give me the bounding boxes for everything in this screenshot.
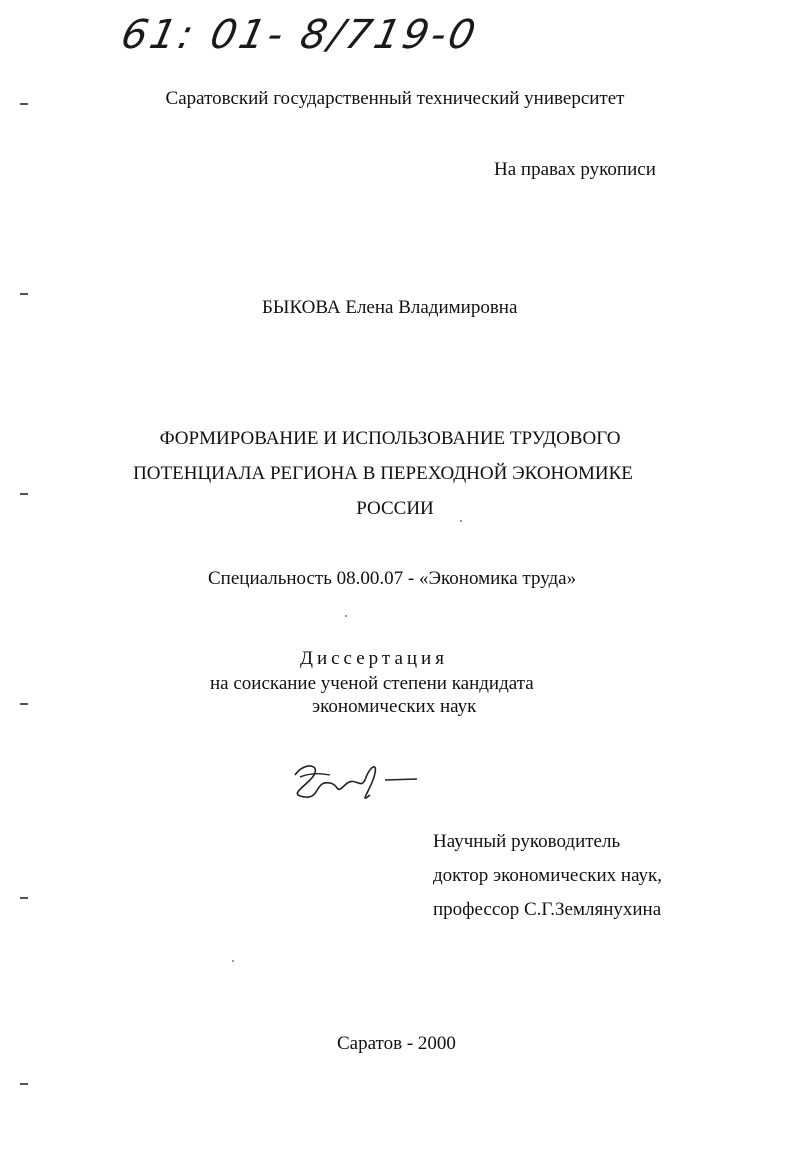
scan-speck <box>345 615 347 617</box>
specialty: Специальность 08.00.07 - «Экономика труда» <box>208 568 577 589</box>
handwritten-catalog-code: 61: 01- 8/719-0 <box>117 12 483 58</box>
scan-mark <box>20 703 28 705</box>
author-name: БЫКОВА Елена Владимировна <box>262 297 518 318</box>
title-line-1: ФОРМИРОВАНИЕ И ИСПОЛЬЗОВАНИЕ ТРУДОВОГО <box>159 428 621 449</box>
scan-mark <box>20 103 28 105</box>
scan-speck <box>232 960 234 962</box>
advisor-name: профессор С.Г.Землянухина <box>433 899 662 920</box>
title-line-3: РОССИИ <box>356 498 434 519</box>
signature <box>285 755 425 805</box>
scan-speck <box>460 520 462 522</box>
title-line-2: ПОТЕНЦИАЛА РЕГИОНА В ПЕРЕХОДНОЙ ЭКОНОМИКЕ <box>133 463 633 484</box>
degree-line-2: экономических наук <box>312 696 477 717</box>
place-year: Саратов - 2000 <box>337 1033 456 1054</box>
scan-mark <box>20 1083 28 1085</box>
degree-line-1: на соискание ученой степени кандидата <box>210 673 534 694</box>
university-name: Саратовский государственный технический университет <box>165 88 625 109</box>
scan-mark <box>20 493 28 495</box>
scan-mark <box>20 897 28 899</box>
scan-mark <box>20 293 28 295</box>
manuscript-note: На правах рукописи <box>494 159 656 180</box>
advisor-degree: доктор экономических наук, <box>433 865 663 886</box>
work-type: Диссертация <box>300 648 448 669</box>
advisor-label: Научный руководитель <box>433 831 621 852</box>
